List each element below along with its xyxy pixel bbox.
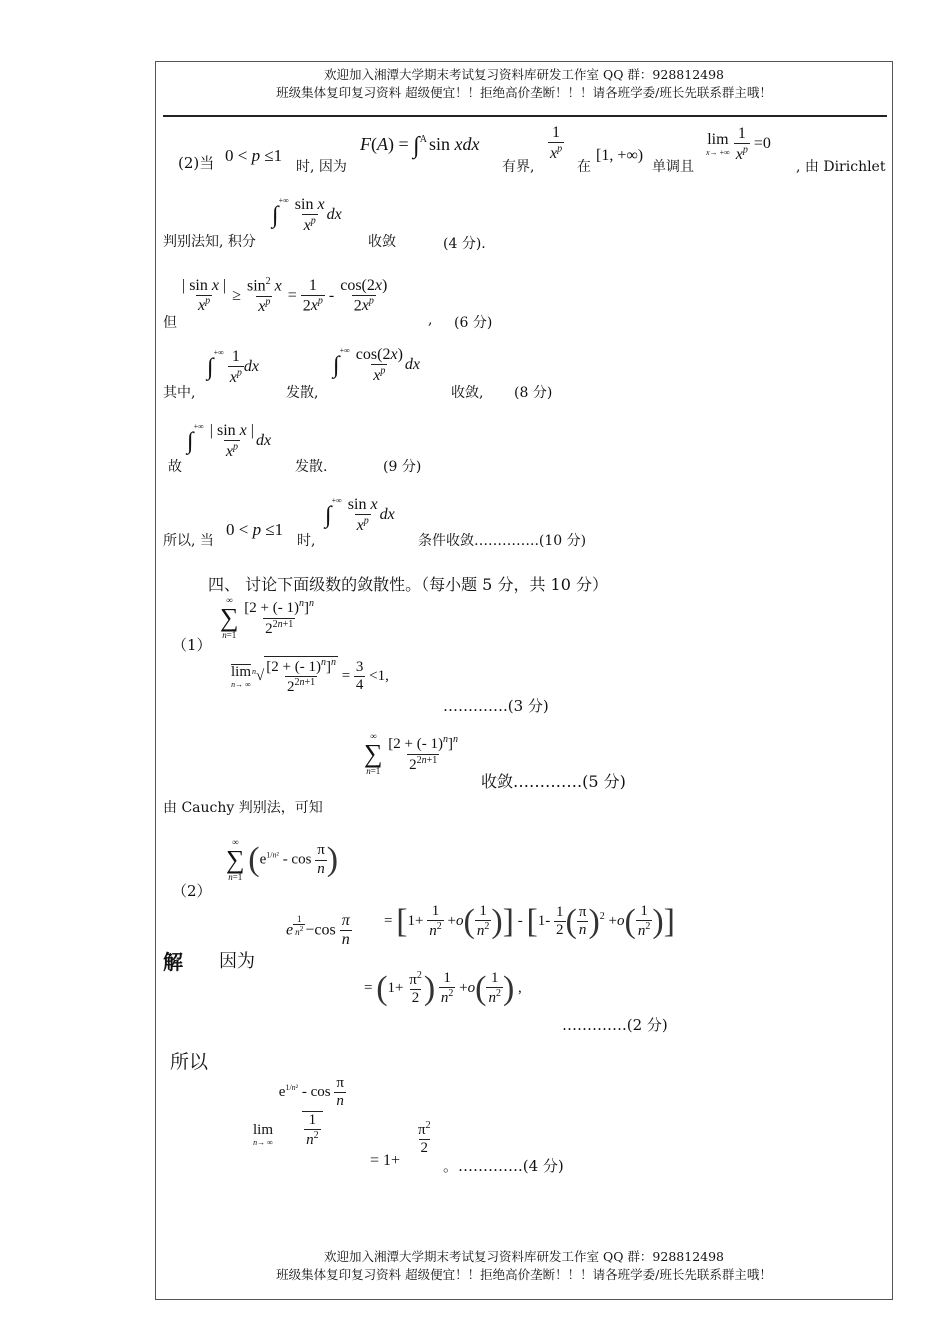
- q2-dots-4: 。………….(4 分): [443, 1157, 564, 1175]
- interval: [1, +∞): [596, 147, 644, 164]
- header-line-1: 欢迎加入湘潭大学期末考试复习资料库研发工作室 QQ 群：928812498: [323, 67, 725, 82]
- cond-p-range: 0 < p ≤1: [225, 146, 283, 165]
- footer-line-1: 欢迎加入湘潭大学期末考试复习资料库研发工作室 QQ 群：928812498: [323, 1249, 725, 1264]
- q2-final: = 1+: [370, 1152, 401, 1169]
- q1-conv-5: 收敛………….(5 分): [481, 772, 626, 791]
- q2-suoyi: 所以: [170, 1051, 209, 1073]
- pi-squared-over-2: $\frac{\pi^2}{2}$: [418, 1120, 431, 1157]
- integral-sinx-over-xp-2: ∫+∞ $\frac{\text{sin x}}{x^p}$ dx: [325, 496, 395, 534]
- series-1-repeat: ∞ ∑ n=1 $\frac{[2 + (- 1)^n]^n}{2^{2n+1}}$: [364, 731, 458, 776]
- integral-1-over-xp: ∫+∞ $\frac{1}{x^p}$ dx: [207, 348, 260, 386]
- p3-score: (6 分): [454, 315, 493, 331]
- integral-sinx-over-xp: ∫+∞ $\frac{\text{sin x}}{x^p}$ dx: [272, 196, 342, 234]
- cond-p-range-2: 0 < p ≤1: [226, 520, 284, 539]
- p5-diverge: 发散.: [295, 459, 328, 475]
- q1-label: （1）: [172, 636, 212, 654]
- q2-dots-2: ………….(2 分): [562, 1016, 668, 1034]
- inequality-abs-sinx: $\frac{\text{| sin x |}}{x^p}$ ≥ $\frac{\sin^2 x}{x^p}$ = $\frac{1}{2x^p}$ - $\frac{\cos(2x)}{2x^p}$: [182, 276, 388, 316]
- p1-dantiao: 单调且: [652, 159, 694, 175]
- formula-F-A: F(A) = ∫$^A$ sin xdx: [360, 133, 480, 159]
- p4-score: (8 分): [514, 385, 553, 401]
- p4-prefix: 其中,: [163, 385, 196, 401]
- p1-prefix: (2)当: [178, 154, 215, 172]
- p1-youjie: 有界,: [502, 159, 535, 175]
- integral-abs-sinx-over-xp: ∫+∞ $\frac{\text{| sin x |}}{x^p}$ dx: [187, 422, 272, 460]
- series-1: ∞ ∑ n=1 $\frac{[2 + (- 1)^n]^n}{2^{2n+1}}$: [220, 595, 314, 640]
- section-4-title: 四、 讨论下面级数的敛散性。（每小题 5 分，共 10 分）: [208, 575, 608, 594]
- p6-prefix: 所以, 当: [163, 533, 214, 549]
- q1-cauchy: 由 Cauchy 判别法，可知: [163, 800, 323, 816]
- expansion-simplified: = (1+ $\frac{\pi^2}{2}$ ) $\frac{1}{n^2}$ +o( $\frac{1}{n^2}$ ) ,: [364, 969, 522, 1007]
- q1-dots-3: ………….(3 分): [443, 697, 549, 715]
- p1-dirichlet: , 由 Dirichlet: [796, 159, 886, 175]
- q2-label: （2）: [172, 882, 212, 900]
- p3-prefix: 但: [163, 315, 177, 331]
- frac-1-over-xp: $\frac{1}{x^p}$: [550, 124, 563, 162]
- p1-zai: 在: [577, 159, 591, 175]
- footer-line-2: 班级集体复印复习资料 超级便宜！！拒绝高价垄断！！！请各班学委/班长先联系群主哦！: [276, 1267, 772, 1282]
- header-rule: [163, 115, 887, 117]
- p4-diverge: 发散,: [286, 385, 319, 401]
- p5-score: (9 分): [383, 459, 422, 475]
- q2-yinwei: 因为: [219, 951, 255, 972]
- p5-prefix: 故: [168, 459, 182, 475]
- root-test-limit: lim n→ ∞ $^n$√ $\frac{[2 + (- 1)^n]^n}{2^{2n+1}}$ = $\frac{3}{4}$ <1,: [231, 657, 389, 696]
- p6-conditional: 条件收敛…………..(10 分): [418, 533, 587, 549]
- p1-shi-yinwei: 时, 因为: [296, 159, 347, 175]
- final-limit: lim n→ ∞ $e^{1/n^2}$ - cos $\frac{\pi}{n}$ $\frac{1}{n^2}$: [253, 1075, 344, 1148]
- series-2: ∞ ∑ n=1 ($e^{1/n^2}$ - cos $\frac{\pi}{n}$ ): [226, 837, 339, 882]
- expansion-lhs: e $^{\frac{1}{n^2}}$ −cos $\frac{\pi}{n}$: [286, 912, 350, 949]
- p2-score: (4 分).: [443, 236, 486, 252]
- q2-jie: 解: [163, 950, 183, 974]
- header-line-2: 班级集体复印复习资料 超级便宜！！拒绝高价垄断！！！请各班学委/班长先联系群主哦！: [276, 85, 772, 100]
- limit-1-over-xp: lim x→ +∞ $\frac{1}{x^p}$ =0: [706, 125, 771, 163]
- p2-conv: 收敛: [368, 234, 396, 250]
- integral-cos2x-over-xp: ∫+∞ $\frac{\cos(2x)}{x^p}$ dx: [333, 346, 420, 384]
- p6-shi: 时,: [297, 533, 316, 549]
- p2-prefix: 判别法知, 积分: [163, 234, 256, 250]
- p4-conv: 收敛,: [451, 385, 484, 401]
- expansion-rhs: = [1+ $\frac{1}{n^2}$ +o( $\frac{1}{n^2}$ )] - [1- $\frac{1}{2}$ ( $\frac{\pi}{n}$ )$^2$ +o( $\frac{1}{n^2}$ )]: [384, 902, 675, 940]
